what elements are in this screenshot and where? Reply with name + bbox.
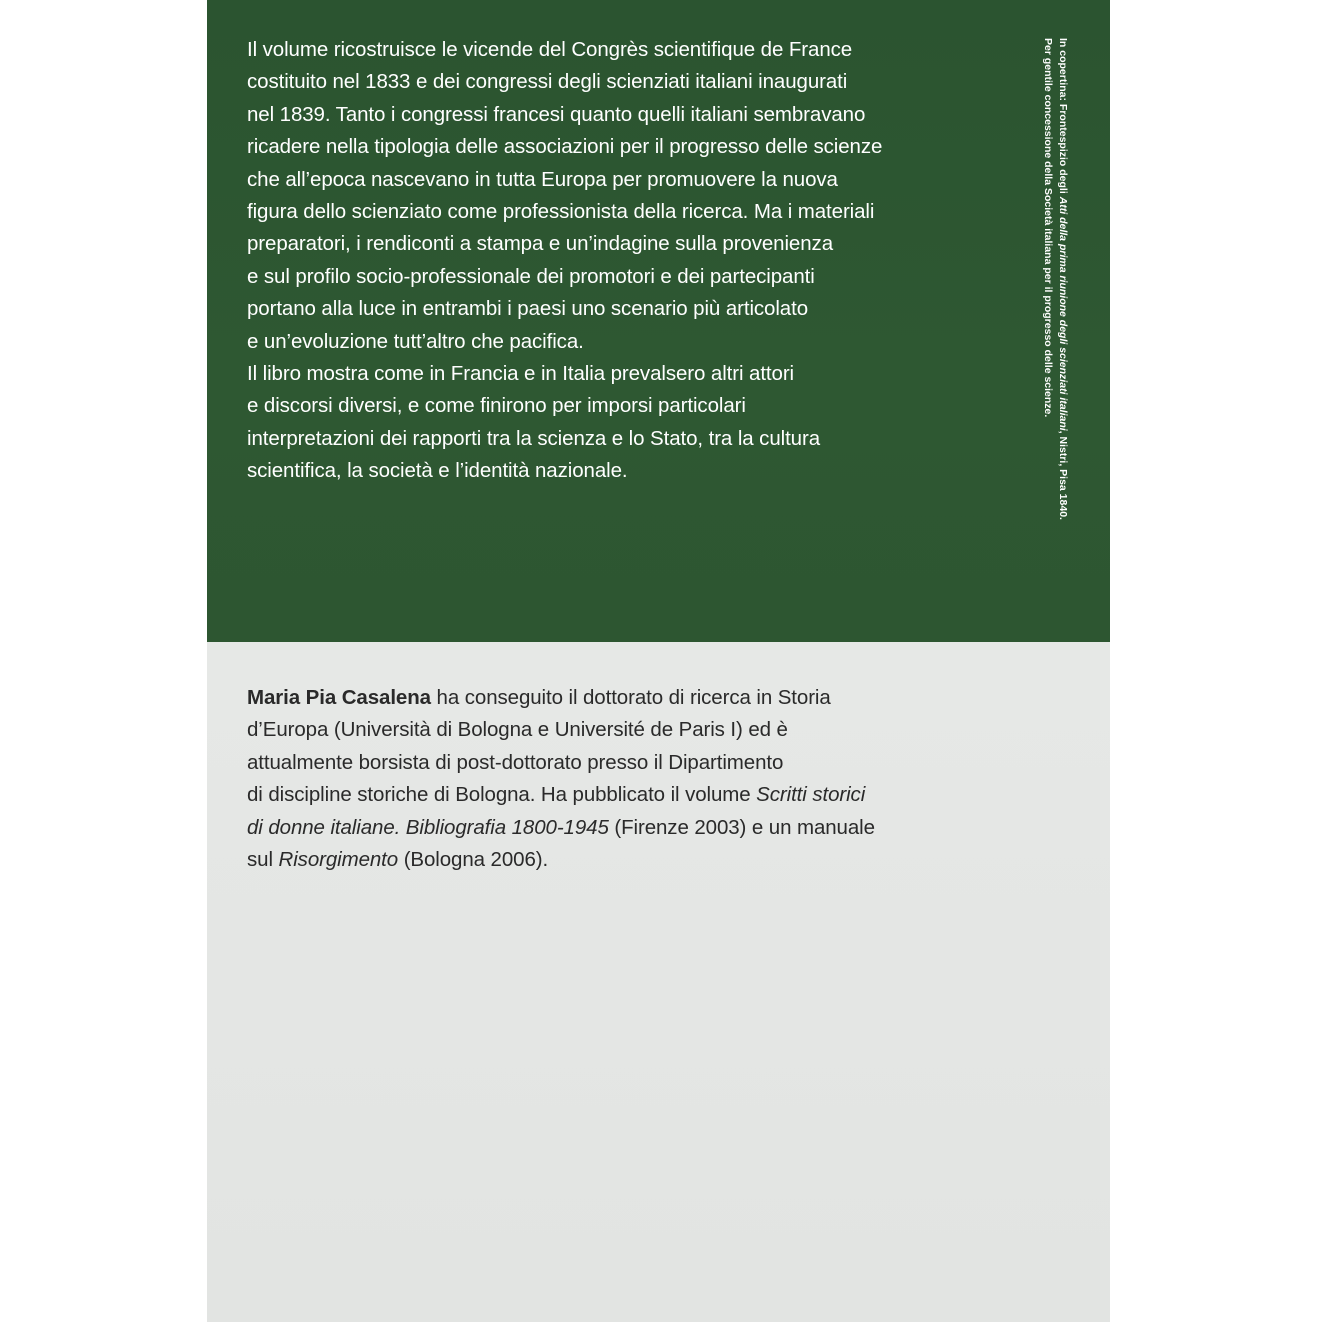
publication-title: di donne italiane. Bibliografia 1800-1945 [247, 815, 609, 839]
blurb-line: nel 1839. Tanto i congressi francesi quanto quelli italiani sembravano [247, 102, 866, 126]
blurb-line: Il volume ricostruisce le vicende del Congrès scientifique de France [247, 38, 853, 61]
blurb-line: costituito nel 1833 e dei congressi degli scienziati italiani inaugurati [247, 70, 848, 94]
bio-line [247, 682, 967, 714]
credit-line-1 [1055, 38, 1070, 520]
blurb-line: e un’evoluzione tutt’altro che pacifica. [247, 329, 584, 353]
bio-text: ha conseguito il dottorato di ricerca in Storia [430, 686, 831, 709]
bio-line [247, 779, 967, 811]
back-cover [207, 0, 1110, 1322]
blurb-line: interpretazioni dei rapporti tra la scienza e lo Stato, tra la cultura [247, 426, 820, 450]
blurb-line: scientifica, la società e l’identità nazionale. [247, 459, 628, 483]
bio-text: sul [247, 848, 279, 872]
blurb-line: e sul profilo socio-professionale dei promotori e dei partecipanti [247, 264, 815, 288]
credit-suffix: , Nistri, Pisa 1840. [1057, 430, 1069, 520]
blurb-line: portano alla luce in entrambi i paesi uno scenario più articolato [247, 297, 809, 321]
bio-line [247, 844, 967, 876]
bio-line: attualmente borsista di post-dottorato presso il Dipartimento [247, 750, 784, 774]
blurb-line: preparatori, i rendiconti a stampa e un’indagine sulla provenienza [247, 232, 833, 256]
blurb-line: figura dello scienziato come professionista della ricerca. Ma i materiali [247, 200, 875, 224]
bio-line [247, 812, 967, 844]
bio-text: di discipline storiche di Bologna. Ha pubblicato il volume [247, 783, 757, 807]
credit-title: Atti della prima riunione degli scienziati italiani [1057, 196, 1069, 431]
bio-text: (Bologna 2006). [398, 848, 549, 872]
credit-prefix: In copertina: Frontespizio degli [1057, 38, 1069, 197]
blurb-line: Il libro mostra come in Francia e in Italia prevalsero altri attori [247, 362, 795, 386]
credit-line-2: Per gentile concessione della Società italiana per il progresso delle scienze. [1042, 38, 1054, 418]
blurb-panel [207, 0, 1110, 642]
blurb-line: e discorsi diversi, e come finirono per imporsi particolari [247, 394, 746, 418]
author-bio [247, 682, 967, 876]
author-name: Maria Pia Casalena [247, 686, 431, 709]
book-blurb [247, 34, 947, 488]
cover-image-credit [1026, 38, 1070, 520]
blurb-line: ricadere nella tipologia delle associazioni per il progresso delle scienze [247, 135, 883, 159]
bio-line: d’Europa (Università di Bologna e Université de Paris I) ed è [247, 718, 788, 742]
bio-text: (Firenze 2003) e un manuale [608, 815, 875, 839]
blurb-line: che all’epoca nascevano in tutta Europa per promuovere la nuova [247, 167, 838, 191]
publication-title: Risorgimento [278, 848, 399, 872]
publication-title: Scritti storici [756, 783, 866, 807]
author-panel [207, 642, 1110, 1322]
